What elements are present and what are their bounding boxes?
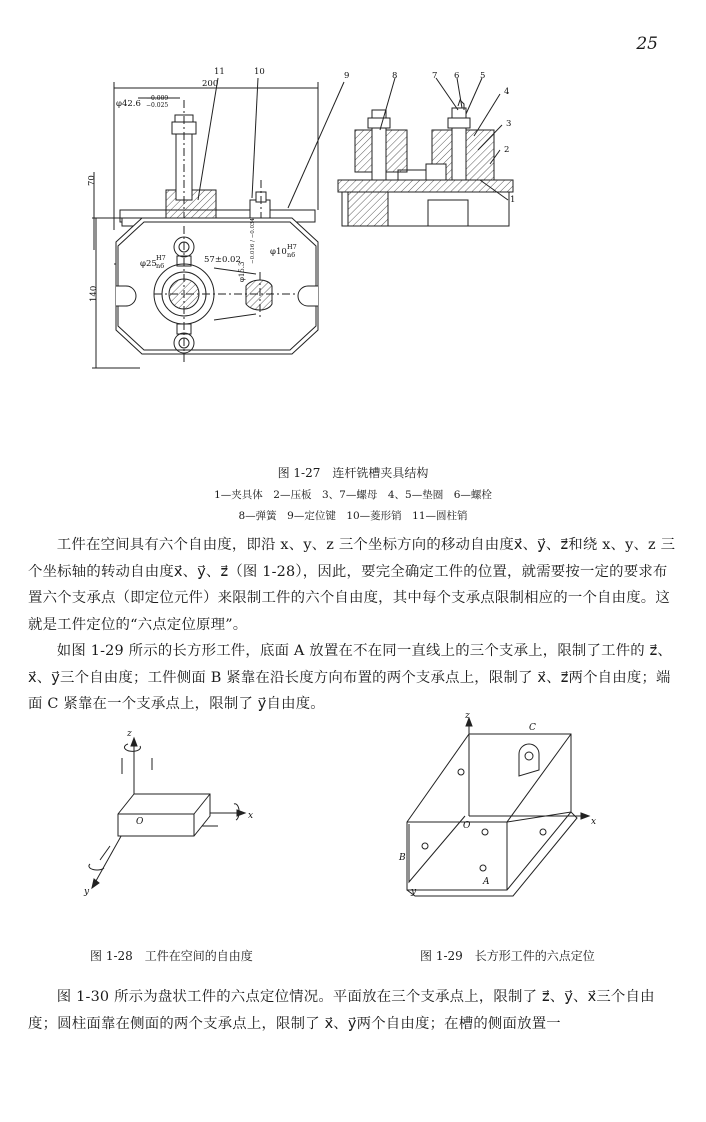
callout-2: 2 [504, 145, 510, 155]
paragraph-six-dof: 工件在空间具有六个自由度，即沿 x、y、z 三个坐标方向的移动自由度x⃗、y⃗、z⃗和绕 x、y、z 三个坐标轴的转动自由度x⃗、y⃗、z⃗（图 1-28），因此，要完全确定工件的位置，就需要按一定的要求布置六个支承点（即定位元件）来限制工件的六个自由度，其中每个支承点限制相应的一个自由度。这就是工件定位的“六点定位原理”。 [28, 537, 676, 633]
dim-bore-tol-upper: −0.009 [146, 95, 169, 102]
callout-9: 9 [344, 71, 350, 81]
body-text-2 [28, 984, 678, 1037]
label-x: x [591, 817, 597, 827]
dim-spacing: 57±0.02 [204, 255, 241, 265]
figure-1-28-drawing [70, 718, 270, 898]
figure-1-27-legend-1: 1—夹具体 2—压板 3、7—螺母 4、5—垫圈 6—螺栓 [214, 489, 492, 501]
dim-pin-small-fit2: n6 [287, 251, 296, 259]
label-z: z [127, 729, 132, 739]
label-c: C [529, 723, 536, 733]
paragraph-fig-1-29: 如图 1-29 所示的长方形工件，底面 A 放置在不在同一直线上的三个支承上，限制了工件的 z⃗、x⃗、y⃗三个自由度；工件侧面 B 紧靠在沿长度方向布置的两个支承点上，限制了 x⃗、z⃗两个自由度；端面 C 紧靠在一个支承点上，限制了 y⃗自由度。 [28, 643, 673, 712]
callout-4: 4 [504, 87, 510, 97]
workpiece-block [118, 794, 210, 836]
dim-pin-large: φ25 [140, 259, 157, 269]
body-text-1 [28, 532, 678, 718]
label-a: A [483, 877, 490, 887]
paragraph-fig-1-30: 图 1-30 所示为盘状工件的六点定位情况。平面放在三个支承点上，限制了 z⃗、y⃗、x⃗三个自由度；圆柱面靠在侧面的两个支承点上，限制了 x⃗、y⃗两个自由度；在槽的侧面放置一 [28, 989, 655, 1032]
figure-1-28-caption: 图 1-28 工件在空间的自由度 [90, 949, 253, 963]
label-origin: O [463, 821, 471, 831]
label-x: x [248, 811, 254, 821]
dim-bore: φ42.6 [116, 99, 141, 109]
dim-pin-large-fit: H7 [156, 254, 166, 262]
callout-1: 1 [510, 195, 516, 205]
dim-bore-tol-lower: −0.025 [146, 102, 169, 109]
dim-pin-small: φ10 [270, 247, 287, 257]
label-z: z [465, 712, 470, 721]
callout-5: 5 [480, 71, 486, 81]
figure-1-27-caption: 图 1-27 连杆铣槽夹具结构 [277, 466, 429, 480]
figure-1-29-drawing [395, 712, 605, 897]
dim-height: 70 [87, 175, 97, 186]
figure-1-29-caption: 图 1-29 长方形工件的六点定位 [420, 949, 595, 963]
figure-1-27-drawing [80, 60, 550, 445]
page-number: 25 [636, 34, 658, 54]
side-view [338, 78, 516, 226]
figure-1-27-legend-2: 8—弹簧 9—定位键 10—菱形销 11—圆柱销 [238, 510, 468, 522]
label-y: y [411, 887, 417, 897]
label-y: y [84, 887, 90, 897]
callout-10: 10 [254, 67, 265, 77]
callout-11: 11 [214, 67, 225, 77]
callout-8: 8 [392, 71, 398, 81]
plan-view [92, 218, 318, 368]
label-b: B [399, 853, 406, 863]
label-origin: O [136, 817, 144, 827]
dim-plan-height: 140 [89, 285, 99, 302]
dim-width: 200 [202, 79, 219, 89]
callout-7: 7 [432, 71, 438, 81]
callout-3: 3 [506, 119, 512, 129]
callout-6: 6 [454, 71, 460, 81]
dim-diamond: φ15.3 [238, 261, 246, 282]
dim-pin-small-fit: H7 [287, 243, 297, 251]
dim-pin-large-fit2: n6 [156, 262, 165, 270]
dim-diamond-tol: −0.016 / −0.034 [250, 217, 256, 264]
